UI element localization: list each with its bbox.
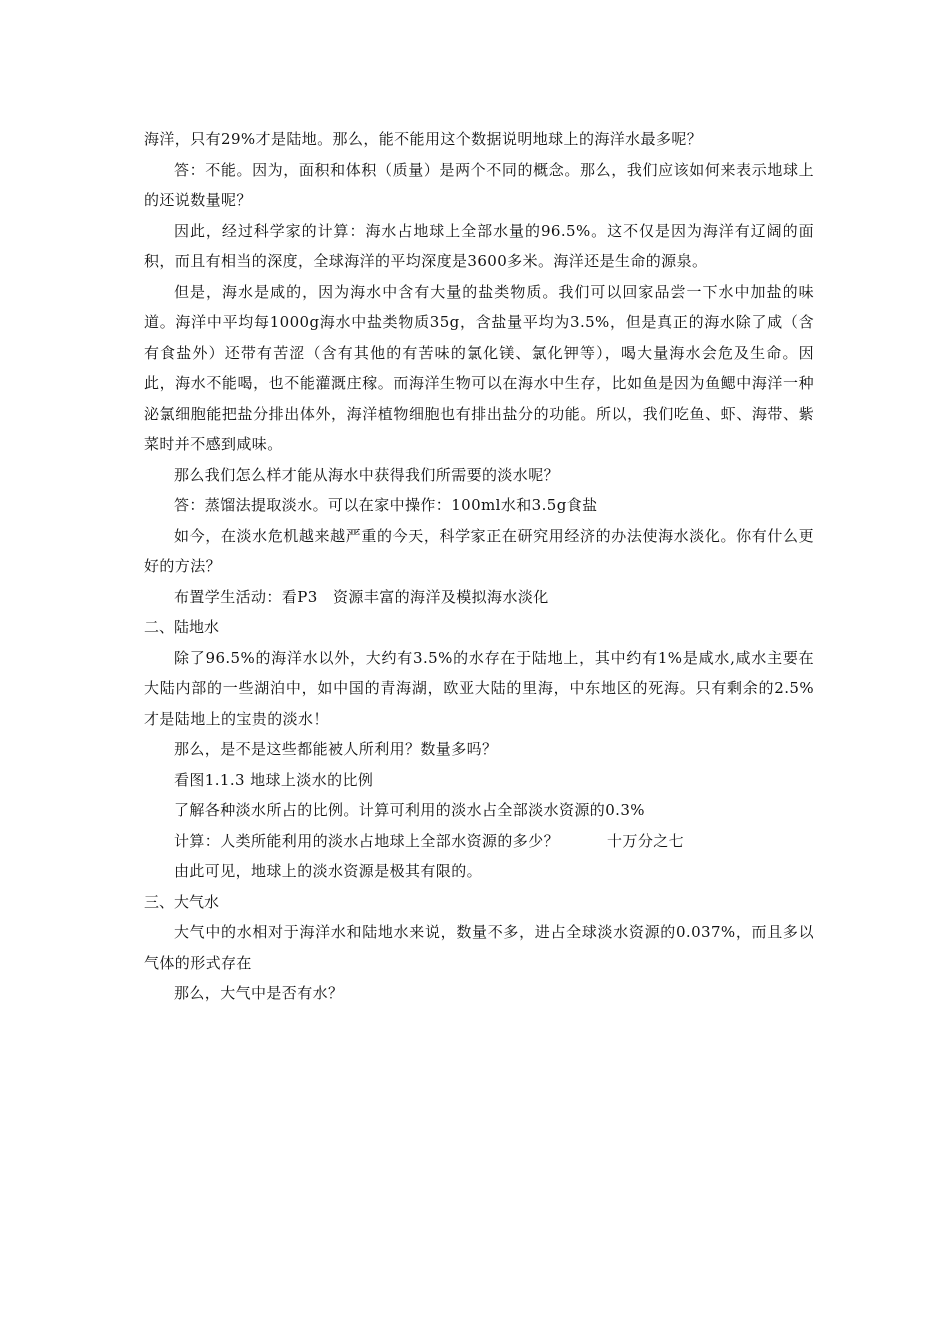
paragraph-freshwater-ratio: 了解各种淡水所占的比例。计算可利用的淡水占全部淡水资源的0.3% — [174, 801, 645, 819]
paragraph-answer-distillation: 答：蒸馏法提取淡水。可以在家中操作：100ml水和3.5g食盐 — [174, 496, 598, 514]
paragraph-question-atmosphere: 那么，大气中是否有水？ — [174, 984, 344, 1002]
paragraph-answer-area-volume: 答：不能。因为，面积和体积（质量）是两个不同的概念。那么，我们应该如何来表示地球上的还说数量呢？ — [144, 160, 814, 209]
paragraph-student-activity: 布置学生活动：看P3 资源丰富的海洋及模拟海水淡化 — [174, 587, 549, 606]
paragraph-figure-reference: 看图1.1.3 地球上淡水的比例 — [174, 770, 374, 789]
paragraph-conclusion: 由此可见，地球上的淡水资源是极其有限的。 — [174, 862, 483, 880]
calculation-answer: 十万分之七 — [607, 831, 685, 850]
paragraph-calculation — [144, 826, 814, 857]
paragraph-seawater-salty: 但是，海水是咸的，因为海水中含有大量的盐类物质。我们可以回家品尝一下水中加盐的味道。海洋中平均每1000g海水中盐类物质35g，含盐量平均为3.5%，但是真正的海水除了咸（含有食盐外）还带有苦涩（含有其他的有苦味的氯化镁、氯化钾等），喝大量海水会危及生命。因此，海水不能喝，也不能灌溉庄稼。而海洋生物可以在海水中生存，比如鱼是因为鱼鳃中海洋一种泌氯细胞能把盐分排出体外，海洋植物细胞也有排出盐分的功能。所以，我们吃鱼、虾、海带、紫菜时并不感到咸味。 — [144, 282, 814, 453]
heading-atmospheric-water: 三、大气水 — [144, 892, 220, 911]
document-body — [144, 124, 814, 1009]
paragraph-land-water: 除了96.5%的海洋水以外，大约有3.5%的水存在于陆地上，其中约有1%是咸水,咸水主要在大陆内部的一些湖泊中，如中国的青海湖，欧亚大陆的里海，中东地区的死海。只有剩余的2.5%才是陆地上的宝贵的淡水！ — [144, 648, 814, 728]
paragraph-ocean-area: 海洋，只有29%才是陆地。那么，能不能用这个数据说明地球上的海洋水最多呢？ — [144, 130, 703, 148]
heading-land-water: 二、陆地水 — [144, 618, 220, 636]
paragraph-question-usable: 那么，是不是这些都能被人所利用？数量多吗？ — [174, 740, 498, 758]
calculation-question: 计算：人类所能利用的淡水占地球上全部水资源的多少？ — [174, 831, 560, 850]
paragraph-question-freshwater: 那么我们怎么样才能从海水中获得我们所需要的淡水呢？ — [174, 465, 560, 484]
paragraph-desalination: 如今，在淡水危机越来越严重的今天，科学家正在研究用经济的办法使海水淡化。你有什么更好的方法？ — [144, 526, 814, 575]
paragraph-atmospheric-water: 大气中的水相对于海洋水和陆地水来说，数量不多，进占全球淡水资源的0.037%，而且多以气体的形式存在 — [144, 923, 814, 972]
paragraph-ocean-water-share: 因此，经过科学家的计算：海水占地球上全部水量的96.5%。这不仅是因为海洋有辽阔的面积，而且有相当的深度，全球海洋的平均深度是3600多米。海洋还是生命的源泉。 — [144, 221, 814, 270]
